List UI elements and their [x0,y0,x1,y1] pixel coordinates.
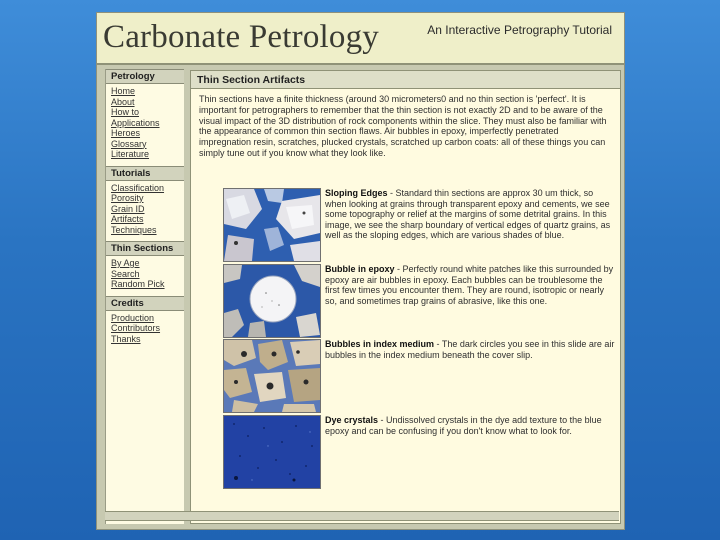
nav-link-porosity[interactable]: Porosity [111,193,144,203]
site-subtitle: An Interactive Petrography Tutorial [427,23,612,37]
artifact-text: - Undissolved crystals in the dye add texture to the blue epoxy and can be confusing if you don't know what to look for. [325,415,602,436]
thin-section-image[interactable] [223,188,321,262]
page-frame [96,12,625,530]
nav-heading: Petrology [106,69,184,84]
site-header [97,13,624,65]
nav-link-applications[interactable]: Applications [111,117,160,128]
nav-heading: Thin Sections [106,241,184,256]
nav-link-techniques[interactable]: Techniques [111,224,157,235]
artifact-description [325,188,615,241]
nav-link-about[interactable]: About [111,96,135,107]
artifact-description [325,339,615,360]
content-title: Thin Section Artifacts [191,71,620,89]
thin-section-image[interactable] [223,264,321,338]
nav-link-how-to[interactable]: How to [111,107,140,117]
footer-bar [105,511,619,521]
intro-paragraph: Thin sections have a finite thickness (around 30 micrometers0 and no thin section is 'perfect'. It is important for petrographers to remember that the thin section is not exactly 2D and to be aware of the visual impact of the 3D distribution of rock components within the slice. They must also be familiar with the appearance of common thin section flaws. Air bubbles in epoxy, imperfectly penetrated impregnation resin, scratches, plucked crystals, scratched up carbon coats: all of these things you can simply tune out if you know what they look like. [199,94,607,158]
artifact-description [325,415,615,436]
artifact-bubble-in-epoxy [223,264,613,336]
artifact-dye-crystals [223,415,613,487]
nav-link-random-pick[interactable]: Random Pick [111,279,165,289]
nav-link-thanks[interactable]: Thanks [111,333,141,344]
nav-link-contributors[interactable]: Contributors [111,323,161,333]
nav-heading: Credits [106,296,184,311]
main-content [190,70,621,524]
artifact-text: - Standard thin sections are approx 30 um thick, so when looking at grains through transparent epoxy and cements, we see some topography or relief at the margins of some detrital grains. In this image, we see the sharp boundary of vertical edges of quartz grains, as well as the sloping edges, which are various shades of blue. [325,188,611,241]
nav-heading: Tutorials [106,166,184,181]
thin-section-image[interactable] [223,339,321,413]
nav-link-literature[interactable]: Literature [111,149,150,159]
nav-group-petrology [106,69,184,160]
thin-section-image[interactable] [223,415,321,489]
artifact-text: - The dark circles you see in this slide are air bubbles in the index medium beneath the cover slip. [325,339,615,360]
artifact-sloping-edges [223,188,613,260]
artifact-title: Sloping Edges [325,188,388,198]
nav-link-grain-id[interactable]: Grain ID [111,203,145,214]
nav-link-artifacts[interactable]: Artifacts [111,214,144,224]
artifact-text: - Perfectly round white patches like this surrounded by epoxy are air bubbles in epoxy. Each bubbles can be troublesome the first few times you encounter them. They are round, isotropic or nearly so, and sometimes trap grains of abrasive, like this one. [325,264,614,306]
nav-link-classification[interactable]: Classification [111,182,165,193]
nav-group-thin-sections [106,241,184,290]
nav-group-tutorials [106,166,184,236]
nav-link-glossary[interactable]: Glossary [111,138,147,149]
artifact-bubbles-in-index-medium [223,339,613,411]
artifact-title: Bubble in epoxy [325,264,395,274]
artifact-description [325,264,615,306]
nav-group-credits [106,296,184,345]
site-title[interactable]: Carbonate Petrology [103,19,379,55]
artifact-title: Dye crystals [325,415,379,425]
nav-link-by-age[interactable]: By Age [111,258,140,268]
nav-link-production[interactable]: Production [111,312,155,323]
sidebar-nav [105,69,184,524]
nav-link-home[interactable]: Home [111,86,136,96]
nav-link-heroes[interactable]: Heroes [111,128,141,138]
nav-link-search[interactable]: Search [111,268,140,279]
artifact-title: Bubbles in index medium [325,339,435,349]
